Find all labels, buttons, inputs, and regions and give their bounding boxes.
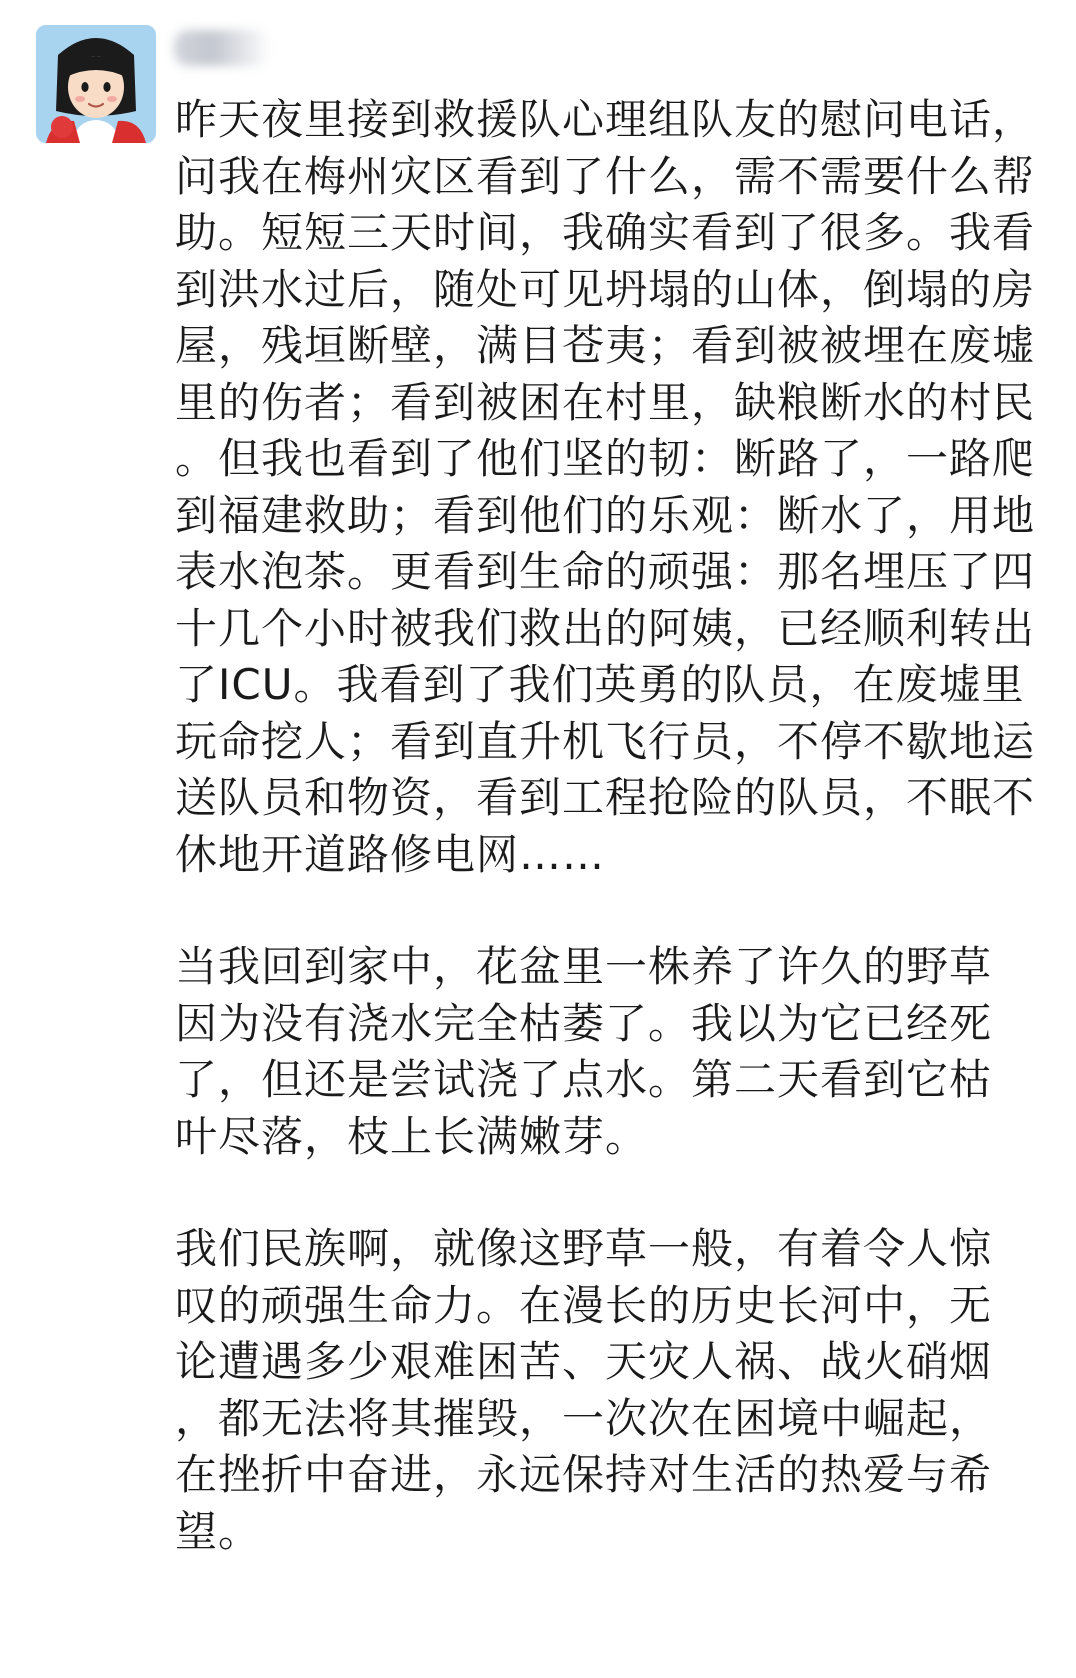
post-paragraph: 昨天夜里接到救援队心理组队友的慰问电话，问我在梅州灾区看到了什么，需不需要什么帮助。短短三天时间，我确实看到了很多。我看到洪水过后，随处可见坍塌的山体，倒塌的房屋，残垣断壁，满目苍夷；看到被被埋在废墟里的伤者；看到被困在村里，缺粮断水的村民。但我也看到了他们坚的韧：断路了，一路爬到福建救助；看到他们的乐观：断水了，用地表水泡茶。更看到生命的顽强：那名埋压了四十几个小时被我们救出的阿姨，已经顺利转出了ICU。我看到了我们英勇的队员，在废墟里玩命挖人；看到直升机飞行员，不停不歇地运送队员和物资，看到工程抢险的队员，不眠不休地开道路修电网…… (175, 95, 1036, 879)
author-avatar[interactable] (36, 25, 156, 143)
post-body (175, 92, 1055, 1560)
post-paragraph: 当我回到家中，花盆里一株养了许久的野草因为没有浇水完全枯萎了。我以为它已经死了，但还是尝试浇了点水。第二天看到它枯叶尽落，枝上长满嫩芽。 (175, 942, 993, 1161)
blurred-username (174, 30, 270, 66)
post-paragraph: 我们民族啊，就像这野草一般，有着令人惊叹的顽强生命力。在漫长的历史长河中，无论遭遇多少艰难困苦、天灾人祸、战火硝烟，都无法将其摧毁，一次次在困境中崛起，在挫折中奋进，永远保持对生活的热爱与希望。 (175, 1224, 993, 1556)
cartoon-girl-avatar-icon (36, 25, 156, 143)
